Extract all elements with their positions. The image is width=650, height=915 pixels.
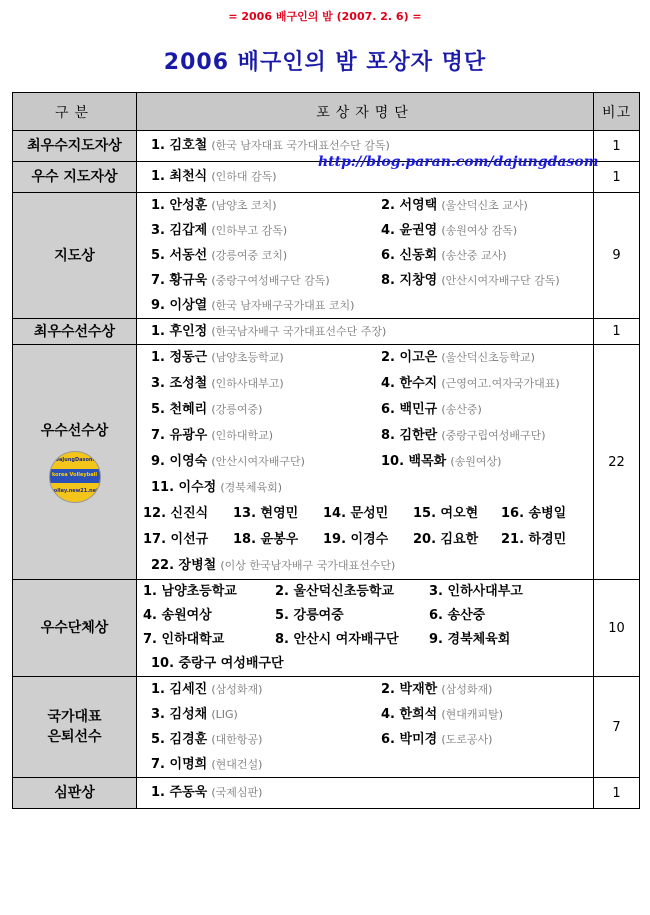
awardee-entry (151, 449, 305, 475)
awardee-name: 4. 송원여상 (143, 608, 212, 623)
page-title: 2006 배구인의 밤 포상자 명단 (163, 50, 487, 75)
category-label: 국가대표 (47, 709, 102, 725)
note-cell: 7 (594, 677, 640, 778)
awardee-name: 1. 주동욱 (151, 785, 208, 800)
list-item (137, 652, 593, 676)
awardee-affiliation: (대한항공) (211, 733, 263, 746)
awardee-entry (151, 652, 284, 676)
logo-text: volley.new21.net (50, 488, 99, 494)
awardee-name: 2. 서영택 (381, 198, 438, 213)
awardee-name: 17. 이선규 (143, 532, 209, 547)
awardee-entry (429, 628, 510, 652)
awardee-name: 5. 강릉여중 (275, 608, 344, 623)
awardee-name: 6. 백민규 (381, 402, 438, 417)
table-row (13, 193, 640, 319)
awardee-entry (151, 218, 287, 243)
awardee-entry (381, 727, 492, 752)
awardee-affiliation: (안산시여자배구단) (211, 455, 305, 468)
awardee-entry (143, 527, 208, 553)
awardee-name: 1. 남양초등학교 (143, 584, 237, 599)
category-cell (13, 677, 137, 778)
awardee-affiliation: (인하대학교) (211, 429, 274, 442)
awardee-list-cell (137, 580, 594, 677)
awardee-entry (151, 243, 287, 268)
category-cell (13, 193, 137, 319)
awardee-affiliation: (울산덕신초 교사) (441, 199, 528, 212)
awardee-name: 7. 황규욱 (151, 273, 208, 288)
note-cell: 1 (594, 319, 640, 345)
list-item (137, 501, 593, 527)
list-item (137, 727, 593, 752)
awardee-affiliation: (근영여고.여자국가대표) (441, 377, 560, 390)
list-item (137, 371, 593, 397)
awardee-affiliation: (한국남자배구 국가대표선수단 주장) (211, 325, 387, 338)
awardee-entry (151, 702, 238, 727)
awardee-entry (429, 604, 485, 628)
list-item (137, 268, 593, 293)
awardee-name: 9. 이상열 (151, 298, 208, 313)
awardee-name: 1. 안성훈 (151, 198, 208, 213)
awardee-entry (323, 527, 388, 553)
note-cell: 10 (594, 580, 640, 677)
category-cell (13, 778, 137, 809)
list-item (137, 527, 593, 553)
awardee-entry (381, 371, 560, 397)
awardee-entry (143, 580, 237, 604)
volleyball-logo-icon (49, 451, 101, 503)
awardee-list-cell (137, 319, 594, 345)
category-label: 우수단체상 (40, 620, 109, 636)
awardee-name: 8. 안산시 여자배구단 (275, 632, 399, 647)
awardee-name: 2. 박재한 (381, 682, 438, 697)
awardee-entry (501, 527, 566, 553)
awardee-affiliation: (남양초 코치) (211, 199, 277, 212)
list-item (137, 423, 593, 449)
awardee-affiliation: (송원여상 감독) (441, 224, 518, 237)
awardee-name: 3. 김성채 (151, 707, 208, 722)
awardee-entry (151, 293, 354, 318)
awardee-name: 1. 정동근 (151, 350, 208, 365)
awardee-name: 8. 김한란 (381, 428, 438, 443)
awardee-name: 19. 이경수 (323, 532, 389, 547)
awardee-affiliation: (안산시여자배구단 감독) (441, 274, 560, 287)
awardee-name: 3. 조성철 (151, 376, 208, 391)
table-row (13, 345, 640, 580)
awardee-name: 10. 중랑구 여성배구단 (151, 656, 284, 671)
awardee-list-cell (137, 193, 594, 319)
category-cell (13, 319, 137, 345)
awardee-name: 3. 인하사대부고 (429, 584, 523, 599)
blog-url-watermark: http://blog.paran.com/dajungdasom (318, 154, 599, 170)
table-row (13, 677, 640, 778)
awardee-name: 2. 울산덕신초등학교 (275, 584, 394, 599)
awardee-entry (151, 193, 277, 218)
awardee-entry (275, 580, 394, 604)
awardee-affiliation: (울산덕신초등학교) (441, 351, 535, 364)
awardee-entry (151, 727, 262, 752)
awardee-affiliation: (송산중) (441, 403, 482, 416)
awardee-name: 6. 신동회 (381, 248, 438, 263)
awardee-list-cell (137, 677, 594, 778)
awardee-affiliation: (인하부고 감독) (211, 224, 288, 237)
awardee-affiliation: (현대캐피탈) (441, 708, 504, 721)
category-label: 우수 지도자상 (31, 169, 118, 185)
awardee-entry (381, 218, 517, 243)
awardee-name: 7. 유광우 (151, 428, 208, 443)
awardee-affiliation: (강릉여중) (211, 403, 263, 416)
awardee-name: 11. 이수정 (151, 480, 217, 495)
awards-table (12, 92, 640, 809)
awardee-affiliation: (삼성화재) (211, 683, 263, 696)
awardee-name: 1. 김호철 (151, 138, 208, 153)
note-cell: 1 (594, 778, 640, 809)
awardee-entry (233, 501, 298, 527)
awardee-entry (413, 527, 478, 553)
awardee-name: 15. 여오현 (413, 506, 479, 521)
awardee-affiliation: (강릉여중 코치) (211, 249, 288, 262)
awardee-name: 14. 문성민 (323, 506, 389, 521)
awardee-name: 22. 장병철 (151, 558, 217, 573)
category-label: 지도상 (54, 247, 95, 264)
awardee-name: 7. 인하대학교 (143, 632, 225, 647)
list-item (137, 345, 593, 371)
awardee-affiliation: (한국 남자대표 국가대표선수단 감독) (211, 139, 390, 152)
awardee-name: 13. 현영민 (233, 506, 299, 521)
list-item (137, 677, 593, 702)
awardee-entry (381, 243, 507, 268)
awardee-name: 1. 후인정 (151, 324, 208, 339)
list-item (137, 580, 593, 604)
awardee-list-cell (137, 778, 594, 809)
awardee-entry (381, 193, 528, 218)
list-item (137, 193, 593, 218)
awardee-name: 18. 윤봉우 (233, 532, 299, 547)
awardee-affiliation: (중랑구립여성배구단) (441, 429, 546, 442)
awardee-affiliation: (국제심판) (211, 786, 263, 799)
awardee-name: 3. 김갑제 (151, 223, 208, 238)
awardee-entry (151, 423, 273, 449)
awardee-name: 21. 하경민 (501, 532, 567, 547)
awardee-name: 5. 천혜리 (151, 402, 208, 417)
category-cell (13, 580, 137, 677)
note-cell: 1 (594, 162, 640, 193)
awardee-name: 9. 이영숙 (151, 454, 208, 469)
table-body (13, 131, 640, 809)
awardee-affiliation: (한국 남자배구국가대표 코치) (211, 299, 355, 312)
awardee-affiliation: (이상 한국남자배구 국가대표선수단) (220, 559, 396, 572)
awardee-entry (151, 475, 282, 501)
awardee-affiliation: (송산중 교사) (441, 249, 507, 262)
awardee-name: 6. 박미경 (381, 732, 438, 747)
awardee-name: 4. 한희석 (381, 707, 438, 722)
note-cell: 1 (594, 131, 640, 162)
list-item (137, 752, 593, 777)
awardee-name: 4. 한수지 (381, 376, 438, 391)
awardee-entry (381, 677, 492, 702)
table-header-row (13, 93, 640, 131)
category-label: 심판상 (54, 785, 95, 801)
logo-text: korea Volleyball (51, 472, 98, 478)
awardee-entry (151, 371, 284, 397)
awardee-entry (501, 501, 566, 527)
awardee-name: 20. 김요한 (413, 532, 479, 547)
awardee-entry (323, 501, 388, 527)
awardee-name: 1. 김세진 (151, 682, 208, 697)
awardee-entry (151, 752, 262, 777)
awardee-affiliation: (인하대 감독) (211, 170, 277, 183)
list-item (137, 449, 593, 475)
list-item (137, 218, 593, 243)
category-label: 우수선수상 (40, 423, 109, 439)
awardee-entry (381, 423, 546, 449)
awardee-list-cell (137, 345, 594, 580)
awardee-name: 5. 서동선 (151, 248, 208, 263)
header-line: = 2006 배구인의 밤 (2007. 2. 6) = (228, 10, 422, 23)
awardee-entry (381, 702, 503, 727)
header-category: 구분 (13, 93, 137, 131)
table-row (13, 580, 640, 677)
awardee-name: 8. 지창영 (381, 273, 438, 288)
category-label: 은퇴선수 (47, 729, 102, 745)
awardee-entry (381, 345, 535, 371)
list-item (137, 702, 593, 727)
list-item (137, 553, 593, 579)
awardee-entry (429, 580, 523, 604)
awardee-name: 4. 윤권영 (381, 223, 438, 238)
list-item (137, 778, 593, 808)
category-cell (13, 162, 137, 193)
list-item (137, 475, 593, 501)
category-label: 최우수지도자상 (27, 138, 122, 154)
awardee-affiliation: (남양초등학교) (211, 351, 284, 364)
category-cell (13, 345, 137, 580)
awardee-name: 10. 백목화 (381, 454, 447, 469)
awardee-entry (275, 628, 399, 652)
awardee-name: 1. 최천식 (151, 169, 208, 184)
list-item (137, 604, 593, 628)
awardee-entry (275, 604, 344, 628)
awardee-entry (151, 778, 262, 808)
note-cell: 9 (594, 193, 640, 319)
header-list: 포상자명단 (137, 93, 594, 131)
awardee-affiliation: (경북체육회) (220, 481, 283, 494)
awardee-name: 6. 송산중 (429, 608, 486, 623)
awardee-name: 7. 이명희 (151, 757, 208, 772)
awardee-entry (151, 319, 386, 344)
awardee-entry (143, 501, 208, 527)
awardee-affiliation: (중랑구여성배구단 감독) (211, 274, 330, 287)
category-label: 최우수선수상 (33, 323, 116, 340)
category-cell (13, 131, 137, 162)
table-row (13, 778, 640, 809)
awardee-name: 12. 신진식 (143, 506, 209, 521)
awardee-affiliation: (삼성화재) (441, 683, 493, 696)
awardee-name: 9. 경북체육회 (429, 632, 511, 647)
awardee-affiliation: (현대건설) (211, 758, 263, 771)
awardee-entry (381, 268, 560, 293)
header-note: 비고 (594, 93, 640, 131)
awardee-affiliation: (도로공사) (441, 733, 493, 746)
list-item (137, 319, 593, 344)
awardee-entry (381, 397, 482, 423)
awardee-entry (151, 553, 395, 579)
awardee-entry (413, 501, 478, 527)
awardee-name: 2. 이고은 (381, 350, 438, 365)
awardee-entry (151, 397, 262, 423)
awardee-entry (151, 345, 284, 371)
awardee-entry (151, 268, 330, 293)
awardee-entry (233, 527, 298, 553)
awardee-entry (143, 604, 212, 628)
awardee-entry (381, 449, 501, 475)
list-item (137, 293, 593, 318)
awardee-affiliation: (LIG) (211, 708, 238, 721)
awardee-name: 5. 김경훈 (151, 732, 208, 747)
logo-text: DaJungDasom (54, 457, 95, 463)
awardee-entry (143, 628, 224, 652)
awardee-affiliation: (송원여상) (450, 455, 502, 468)
awardee-name: 16. 송병일 (501, 506, 567, 521)
note-cell: 22 (594, 345, 640, 580)
table-row (13, 319, 640, 345)
list-item (137, 628, 593, 652)
awardee-entry (151, 162, 277, 192)
list-item (137, 397, 593, 423)
awardee-affiliation: (인하사대부고) (211, 377, 284, 390)
awardee-entry (151, 677, 262, 702)
list-item (137, 243, 593, 268)
